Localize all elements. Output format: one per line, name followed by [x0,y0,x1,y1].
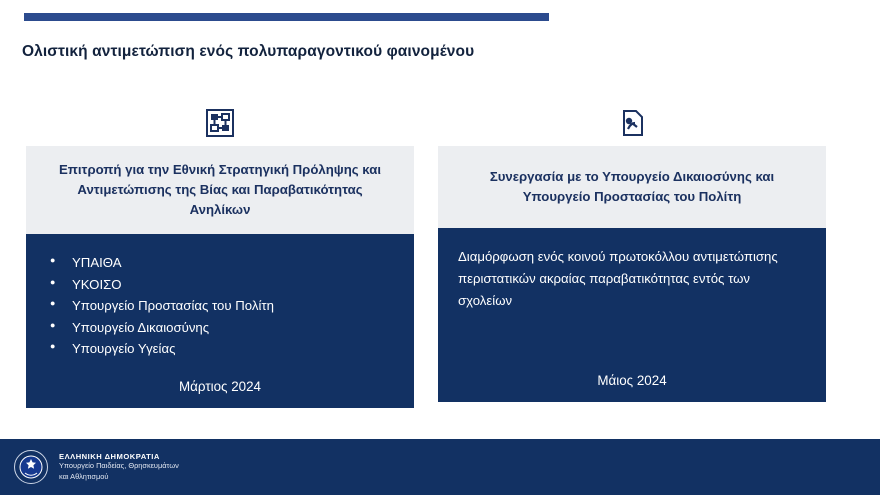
card-date: Μάιος 2024 [597,373,667,388]
list-item: ● Υπουργείο Υγείας [46,338,394,359]
greek-republic-emblem-icon [14,450,48,484]
footer-subtitle-line1: Υπουργείο Παιδείας, Θρησκευμάτων [59,460,179,470]
footer-title: ΕΛΛΗΝΙΚΗ ΔΗΜΟΚΡΑΤΙΑ [59,451,160,461]
footer-subtitle-line2: και Αθλητισμού [59,471,109,481]
cards-container [26,100,854,408]
card-body-text: Διαμόρφωση ενός κοινού πρωτοκόλλου αντιμετώπισης περιστατικών ακραίας παραβατικότητας εντός των σχολείων [458,249,778,308]
list-item: ● ΥΚΟΙΣΟ [46,274,394,295]
card-body [26,234,414,408]
ministry-list [46,252,394,359]
card-body [438,228,826,402]
footer-text [59,452,179,482]
page-title: Ολιστική αντιμετώπιση ενός πολυπαραγοντικού φαινομένου [22,43,475,60]
card-header: Επιτροπή για την Εθνική Στρατηγική Πρόληψης και Αντιμετώπισης της Βίας και Παραβατικότητας Ανηλίκων [26,146,414,234]
top-accent-bar [24,13,549,21]
list-item: ● ΥΠΑΙΘΑ [46,252,394,273]
card-committee [26,100,414,408]
list-item: ● Υπουργείο Δικαιοσύνης [46,317,394,338]
list-item: ● Υπουργείο Προστασίας του Πολίτη [46,295,394,316]
handshake-document-icon [438,100,826,146]
organization-chart-icon [26,100,414,146]
footer [0,439,880,495]
card-header: Συνεργασία με το Υπουργείο Δικαιοσύνης και Υπουργείο Προστασίας του Πολίτη [438,146,826,228]
card-date: Μάρτιος 2024 [179,379,261,395]
card-cooperation [438,100,826,408]
